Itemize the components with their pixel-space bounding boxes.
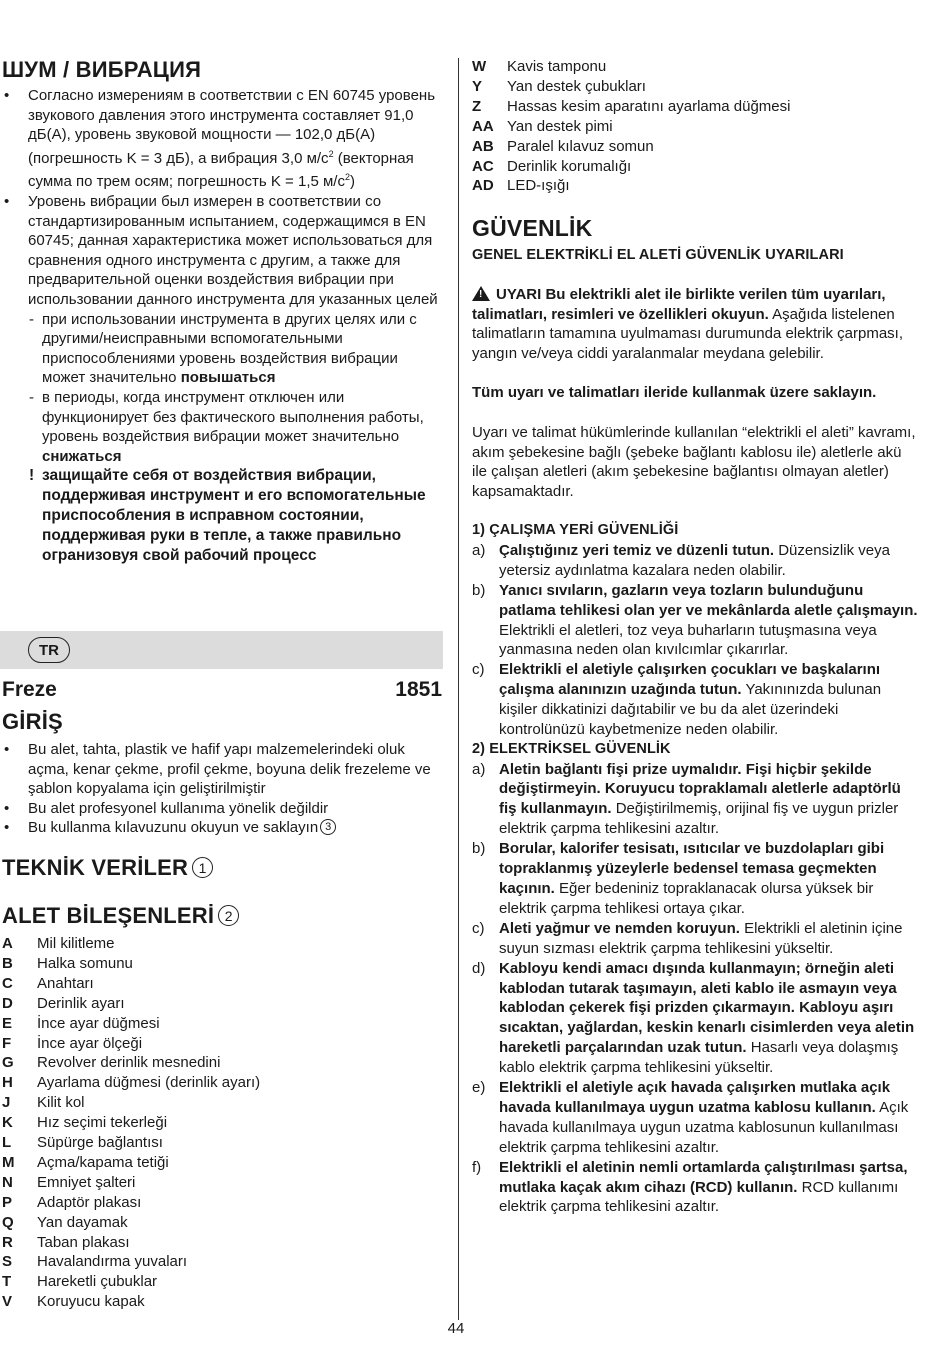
safety-item-explanation: Açık havada kullanılmaya uygun uzatma kablosunun kullanılması elektrik çarpma tehlikesini azaltır. [499, 1098, 909, 1156]
noise-vibration-title: ШУМ / ВИБРАЦИЯ [2, 57, 202, 82]
components-list-continued [472, 57, 920, 196]
component-item [2, 1193, 442, 1213]
noise-dash-2: - в периоды, когда инструмент отключен или функционирует без фактического выполнения работы, уровень воздействия вибрации может значительно снижаться [29, 388, 424, 465]
component-key: AA [472, 117, 494, 135]
component-item [2, 1133, 442, 1153]
model-number: 1851 [395, 678, 442, 701]
component-item [472, 176, 920, 196]
component-key: T [2, 1273, 12, 1291]
safety-item-explanation: Eğer bedeniniz topraklanacak olursa yüksek bir elektrik çarpma tehlikesi ortaya çıkar. [499, 879, 874, 917]
component-label: İnce ayar ölçeği [37, 1034, 143, 1052]
component-label: Hassas kesim aparatını ayarlama düğmesi [507, 97, 791, 115]
right-column [472, 57, 920, 1217]
component-key: S [2, 1253, 13, 1271]
component-label: Yan destek pimi [507, 117, 613, 135]
component-key: Z [472, 97, 482, 115]
safety-item-explanation: Düzensizlik veya yetersiz aydınlatma kazalara neden olabilir. [499, 541, 890, 579]
noise-bullet-2: • Уровень вибрации был измерен в соответствии со стандартизированным испытанием, содержащимся в EN 60745; данная характеристика может использоваться для сравнения одного инструмента с другим, а также для предварительной оценки воздействия вибрации при использовании данного инструмента для указанных целей [2, 192, 444, 310]
component-item [2, 1113, 442, 1133]
safety-title: GÜVENLİK [472, 215, 593, 242]
component-label: Yan dayamak [37, 1213, 128, 1231]
component-key: F [2, 1034, 12, 1052]
safety-item-rule: Çalıştığınız yeri temiz ve düzenli tutun. [499, 541, 775, 559]
component-key: R [2, 1233, 13, 1251]
noise-bullet-1: • Согласно измерениям в соответствии с EN 60745 уровень звукового давления этого инструмента составляет 91,0 дБ(A), уровень звуковой мощности — 102,0 дБ(A) (погрешность K = 3 дБ), а вибрация 3,0 $м/с^2$ (векторная сумма по трем осям; погрешность K = 1,5 $м/с^2$) [2, 86, 444, 192]
safety-item-explanation: Değiştirilmemiş, orijinal fiş ve uygun prizler elektrik çarpma tehlikesini azaltır. [499, 800, 899, 838]
safety-keep-note: Tüm uyarı ve talimatları ileride kullanmak üzere saklayın. [472, 384, 877, 402]
component-item [472, 97, 920, 117]
safety-item [472, 839, 920, 919]
component-item [472, 117, 920, 137]
column-divider [458, 58, 459, 1320]
component-key: A [2, 934, 13, 952]
language-band [0, 631, 443, 669]
section-2-title: 2) ELEKTRİKSEL GÜVENLİK [472, 740, 671, 757]
component-item [2, 1093, 442, 1113]
component-key: AB [472, 137, 494, 155]
component-key: M [2, 1153, 15, 1171]
component-item [2, 974, 442, 994]
component-key: J [2, 1094, 11, 1112]
component-item [472, 137, 920, 157]
component-label: Hız seçimi tekerleği [37, 1114, 168, 1132]
components-title: ALET BİLEŞENLERİ 2 [2, 902, 442, 930]
component-key: B [2, 954, 13, 972]
section-1-title: 1) ÇALIŞMA YERİ GÜVENLİĞİ [472, 522, 679, 539]
component-key: AC [472, 157, 494, 175]
safety-item-marker: d) [472, 959, 486, 977]
component-key: K [2, 1114, 13, 1132]
component-label: Açma/kapama tetiği [37, 1153, 169, 1171]
noise-dash-1: - при использовании инструмента в других целях или с другими/неисправными вспомогательными приспособлениями уровень воздействия вибрации может значительно повышаться [29, 310, 417, 387]
component-label: Derinlik ayarı [37, 994, 125, 1012]
noise-warning: ! защищайте себя от воздействия вибрации, поддерживая инструмент и его вспомогательные приспособления в исправном состоянии, поддерживая руки в тепле, а также правильно огранизовуя свой рабочий процесс [29, 467, 426, 565]
figure-ref-1: 1 [192, 857, 213, 878]
safety-item [472, 1158, 920, 1218]
figure-ref-3: 3 [320, 819, 336, 835]
component-item [2, 1014, 442, 1034]
component-label: Ayarlama düğmesi (derinlik ayarı) [37, 1074, 261, 1092]
safety-item [472, 541, 920, 581]
component-label: Hareketli çubuklar [37, 1273, 158, 1291]
component-label: LED-ışığı [507, 177, 570, 195]
warning-icon [472, 286, 490, 301]
component-label: İnce ayar düğmesi [37, 1014, 160, 1032]
intro-bullet-1: • Bu alet, tahta, plastik ve hafif yapı malzemelerindeki oluk açma, kenar çekme, profil çekme, boyuna delik frezeleme ve şablon kopyalama için geliştirilmiştir [2, 740, 442, 799]
component-key: AD [472, 177, 494, 195]
component-label: Derinlik korumalığı [507, 157, 632, 175]
component-key: G [2, 1054, 14, 1072]
component-item [2, 954, 442, 974]
safety-item [472, 581, 920, 661]
safety-item [472, 660, 920, 740]
component-label: Adaptör plakası [37, 1193, 142, 1211]
safety-item-marker: b) [472, 840, 486, 858]
component-label: Paralel kılavuz somun [507, 137, 654, 155]
safety-item-explanation: Hasarlı veya dolaşmış kablo elektrik çarpma tehlikesini yükseltir. [499, 1039, 899, 1077]
safety-item-marker: b) [472, 581, 486, 599]
safety-item-marker: a) [472, 541, 486, 559]
safety-item [472, 959, 920, 1078]
page-number: 44 [447, 1320, 465, 1337]
model-header [2, 678, 442, 702]
components-list [2, 934, 442, 1312]
component-key: Q [2, 1213, 14, 1231]
safety-item-explanation: Yakınınızda bulunan kişiler dikkatinizi dağıtabilir ve bu da alet üzerindeki kontrolünüzü kaybetmenize neden olabilir. [499, 681, 882, 739]
component-key: L [2, 1134, 12, 1152]
left-column [2, 56, 444, 566]
component-key: N [2, 1173, 13, 1191]
component-label: Halka somunu [37, 954, 133, 972]
safety-item-marker: c) [472, 919, 485, 937]
figure-ref-2: 2 [218, 905, 239, 926]
component-item [2, 1073, 442, 1093]
component-label: Anahtarı [37, 974, 94, 992]
component-key: Y [472, 77, 483, 95]
component-item [2, 934, 442, 954]
component-label: Koruyucu kapak [37, 1293, 145, 1311]
component-label: Revolver derinlik mesnedini [37, 1054, 221, 1072]
section-2-items [472, 760, 920, 1218]
component-item [2, 1053, 442, 1073]
component-item [2, 1173, 442, 1193]
safety-item-marker: c) [472, 661, 485, 679]
component-item [472, 157, 920, 177]
component-item [472, 77, 920, 97]
safety-item-rule: Aletin bağlantı fişi prize uymalıdır. Fişi hiçbir şekilde değiştirmeyin. Koruyucu topraklamalı aletlerle adaptörlü fiş kullanmayın. [499, 760, 901, 818]
safety-item-explanation: Elektrikli el aletleri, toz veya buharların tutuşmasına veya yanmasına neden olan kıvılcımlar çıkarırlar. [499, 621, 877, 659]
model-name: Freze [2, 678, 57, 701]
component-key: H [2, 1074, 13, 1092]
component-key: E [2, 1014, 13, 1032]
component-item [2, 1153, 442, 1173]
component-item [472, 57, 920, 77]
safety-item-rule: Elektrikli el aletiyle açık havada çalışırken mutlaka açık havada kullanılmaya uygun uzatma kablosu kullanın. [499, 1079, 891, 1116]
language-badge: TR [28, 637, 70, 663]
safety-item-rule: Aleti yağmur ve nemden koruyun. [499, 919, 740, 937]
intro-bullet-3: • Bu kullanma kılavuzunu okuyun ve saklayın 3 [2, 818, 442, 838]
safety-item-marker: e) [472, 1079, 486, 1097]
safety-item [472, 1078, 920, 1158]
intro-list [2, 740, 442, 838]
component-key: W [472, 58, 487, 75]
safety-term-note: Uyarı ve talimat hükümlerinde kullanılan “elektrikli el aleti” kavramı, akım şebekesine bağlı (şebeke bağlantı kablosu ile) aletlerle akü ile çalışan aletleri (akım şebekesine bağlantısı olmayan aletler) kapsamaktadır. [472, 423, 916, 500]
tr-left-column [2, 678, 442, 1312]
intro-bullet-2: • Bu alet profesyonel kullanıma yönelik değildir [2, 799, 442, 819]
safety-item-marker: f) [472, 1158, 482, 1176]
component-key: D [2, 994, 13, 1012]
component-key: C [2, 974, 13, 992]
component-label: Yan destek çubukları [507, 77, 646, 95]
component-item [2, 1252, 442, 1272]
safety-subtitle: GENEL ELEKTRİKLİ EL ALETİ GÜVENLİK UYARILARI [472, 247, 844, 264]
safety-item [472, 919, 920, 959]
component-key: P [2, 1193, 13, 1211]
component-label: Taban plakası [37, 1233, 130, 1251]
intro-title: GİRİŞ [2, 709, 63, 734]
safety-item-rule: Elektrikli el aletinin nemli ortamlarda çalıştırılması şartsa, mutlaka kaçak akım cihazı (RCD) kullanın. [499, 1158, 908, 1196]
component-item [2, 1292, 442, 1312]
component-label: Emniyet şalteri [37, 1173, 136, 1191]
tech-data-title: TEKNİK VERİLER 1 [2, 854, 442, 882]
component-label: Havalandırma yuvaları [37, 1253, 188, 1271]
section-1-items [472, 541, 920, 740]
component-item [2, 1213, 442, 1233]
noise-list [2, 86, 444, 310]
safety-item-marker: a) [472, 760, 486, 778]
component-item [2, 1272, 442, 1292]
safety-item [472, 760, 920, 840]
component-label: Kilit kol [37, 1094, 85, 1112]
safety-item-explanation: Elektrikli el aletinin içine suyun sızması elektrik çarpma tehlikesini yükseltir. [499, 919, 903, 957]
component-label: Süpürge bağlantısı [37, 1134, 163, 1152]
component-item [2, 1034, 442, 1054]
component-label: Mil kilitleme [37, 934, 115, 952]
component-key: V [2, 1293, 13, 1311]
safety-item-rule: Kabloyu kendi amacı dışında kullanmayın; örneğin aleti kablodan tutarak taşımayın, aleti kablo ile asmayın veya kablodan çekerek fişi prizden çıkarmayın. Kabloyu aşırı sıcaktan, yağlardan, keskin kenarlı cisimlerden veya aletin hareketli parçalarından uzak tutun. [499, 959, 915, 1057]
component-item [2, 1233, 442, 1253]
safety-item-rule: Yanıcı sıvıların, gazların veya tozların bulunduğunu patlama tehlikesi olan yer ve mekânlarda aletle çalışmayın. [499, 581, 918, 619]
component-label: Kavis tamponu [507, 58, 607, 75]
safety-item-rule: Elektrikli el aletiyle çalışırken çocukları ve başkalarını çalışma alanınızın uzağında tutun. [499, 661, 881, 699]
safety-item-rule: Borular, kalorifer tesisatı, ısıtıcılar ve buzdolapları gibi topraklanmış yüzeylerle bedensel temasa geçmekten kaçının. [499, 840, 885, 897]
component-item [2, 994, 442, 1014]
safety-warning: !UYARI Bu elektrikli alet ile birlikte verilen tüm uyarıları, talimatları, resimleri ve özellikleri okuyun. Aşağıda listelenen talimatların tamamına uyulmaması durumunda elektrik çarpması, yangın ve/veya ciddi yaralanmalar meydana gelebilir. [472, 285, 920, 363]
safety-item-explanation: RCD kullanımı elektrik çarpma tehlikesini azaltır. [499, 1178, 899, 1216]
